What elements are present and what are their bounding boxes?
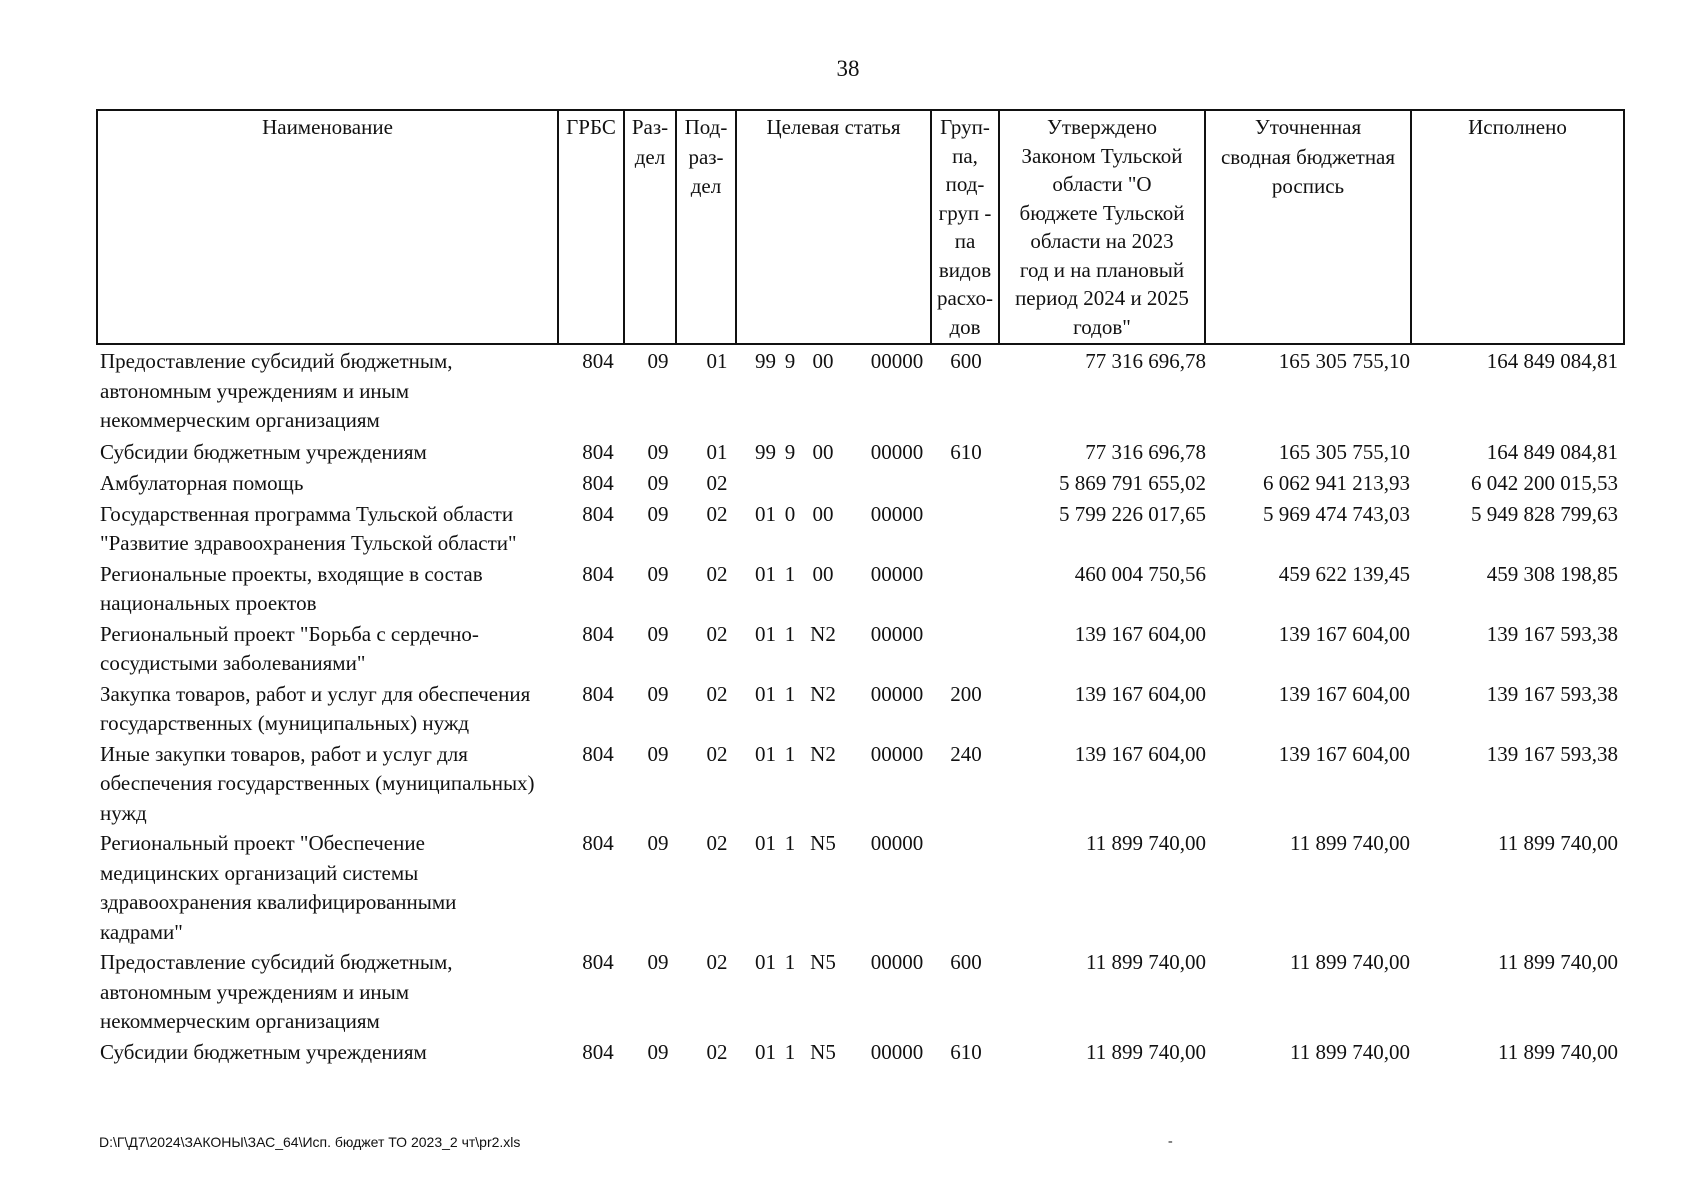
row-refined: 11 899 740,00 [1290, 1039, 1410, 1064]
row-expense-group: 610 [950, 1039, 982, 1064]
row-podrazdel: 02 [706, 1039, 728, 1064]
row-target-direction: 00000 [870, 741, 924, 766]
row-target-direction: 00000 [870, 950, 924, 974]
row-razdel: 09 [647, 831, 669, 855]
row-executed: 5 949 828 799,63 [1471, 501, 1618, 526]
row-podrazdel: 02 [706, 621, 728, 646]
row-target-direction: 00000 [870, 681, 924, 706]
row-target-direction: 00000 [870, 621, 924, 646]
row-refined: 139 167 604,00 [1278, 741, 1410, 766]
row-target-event: N5 [810, 1039, 836, 1064]
row-executed: 164 849 084,81 [1486, 349, 1618, 373]
table-row [96, 740, 1623, 829]
row-target-event: 00 [812, 561, 834, 586]
table-row [96, 469, 1623, 499]
row-razdel: 09 [647, 501, 669, 526]
row-approved: 77 316 696,78 [1085, 349, 1206, 373]
row-target-direction: 00000 [870, 831, 924, 855]
header-approved: Утверждено Законом Тульской области "О бюджете Тульской области на 2023 год и на плановый период 2024 и 2025 годов" [999, 110, 1205, 344]
row-target-program: 01 [755, 501, 776, 526]
row-executed: 459 308 198,85 [1486, 561, 1618, 586]
header-name: Наименование [97, 110, 558, 344]
row-target-direction: 00000 [870, 501, 924, 526]
row-expense-group: 200 [950, 681, 982, 706]
row-refined: 5 969 474 743,03 [1263, 501, 1410, 526]
row-target-subprogram: 1 [784, 1039, 796, 1064]
row-target-program: 01 [755, 561, 776, 586]
table-body [96, 347, 1623, 1067]
row-podrazdel: 01 [706, 439, 728, 464]
row-grbs: 804 [582, 439, 614, 464]
row-target-subprogram: 9 [784, 439, 796, 464]
row-approved: 5 799 226 017,65 [1059, 501, 1206, 526]
row-executed: 11 899 740,00 [1498, 831, 1618, 855]
row-target-program: 01 [755, 950, 776, 974]
row-name: Государственная программа Тульской области "Развитие здравоохранения Тульской области" [100, 501, 517, 555]
row-razdel: 09 [647, 561, 669, 586]
row-executed: 6 042 200 015,53 [1471, 471, 1618, 495]
row-target-subprogram: 0 [784, 501, 796, 526]
row-executed: 11 899 740,00 [1498, 950, 1618, 974]
row-target-program: 01 [755, 1039, 776, 1064]
row-target-event: N2 [810, 681, 836, 706]
row-target-event: 00 [812, 501, 834, 526]
row-refined: 139 167 604,00 [1278, 681, 1410, 706]
row-expense-group: 610 [950, 439, 982, 464]
header-podrazdel: Под- раз- дел [676, 110, 736, 344]
row-executed: 11 899 740,00 [1498, 1039, 1618, 1064]
row-podrazdel: 02 [706, 831, 728, 855]
header-razdel: Раз- дел [624, 110, 676, 344]
row-grbs: 804 [582, 831, 614, 855]
row-target-direction: 00000 [870, 561, 924, 586]
row-grbs: 804 [582, 561, 614, 586]
footer-mark: - [1168, 1134, 1173, 1149]
row-approved: 5 869 791 655,02 [1059, 471, 1206, 495]
row-razdel: 09 [647, 349, 669, 373]
header-target-article: Целевая статья [736, 110, 931, 344]
footer-file-path: D:\Г\Д7\2024\ЗАКОНЫ\ЗАС_64\Исп. бюджет ТО 2023_2 чт\pr2.xls [99, 1134, 521, 1150]
row-refined: 139 167 604,00 [1278, 621, 1410, 646]
row-name: Субсидии бюджетным учреждениям [100, 439, 427, 464]
row-expense-group: 240 [950, 741, 982, 766]
row-approved: 77 316 696,78 [1085, 439, 1206, 464]
row-target-program: 01 [755, 681, 776, 706]
row-podrazdel: 02 [706, 501, 728, 526]
row-target-direction: 00000 [870, 349, 924, 373]
row-target-program: 01 [755, 831, 776, 855]
row-razdel: 09 [647, 681, 669, 706]
header-expense-group: Груп- па, под- груп - па видов расхо- дов [931, 110, 999, 344]
row-approved: 460 004 750,56 [1074, 561, 1206, 586]
row-target-program: 01 [755, 741, 776, 766]
row-name: Предоставление субсидий бюджетным, автономным учреждениям и иным некоммерческим организациям [100, 349, 453, 432]
row-target-event: N2 [810, 741, 836, 766]
row-podrazdel: 02 [706, 561, 728, 586]
row-refined: 11 899 740,00 [1290, 831, 1410, 855]
row-target-event: 00 [812, 349, 834, 373]
row-name: Субсидии бюджетным учреждениям [100, 1039, 427, 1064]
row-target-event: 00 [812, 439, 834, 464]
row-refined: 165 305 755,10 [1278, 439, 1410, 464]
row-target-subprogram: 1 [784, 561, 796, 586]
row-approved: 11 899 740,00 [1086, 1039, 1206, 1064]
row-grbs: 804 [582, 741, 614, 766]
page-number: 38 [836, 56, 860, 81]
row-name: Предоставление субсидий бюджетным, автономным учреждениям и иным некоммерческим организациям [100, 950, 453, 1033]
row-razdel: 09 [647, 621, 669, 646]
row-grbs: 804 [582, 471, 614, 495]
row-approved: 139 167 604,00 [1074, 621, 1206, 646]
row-target-subprogram: 1 [784, 831, 796, 855]
table-row [96, 500, 1623, 559]
row-name: Закупка товаров, работ и услуг для обеспечения государственных (муниципальных) нужд [100, 681, 531, 735]
row-grbs: 804 [582, 950, 614, 974]
row-refined: 11 899 740,00 [1290, 950, 1410, 974]
row-grbs: 804 [582, 1039, 614, 1064]
row-approved: 11 899 740,00 [1086, 831, 1206, 855]
row-name: Региональный проект "Борьба с сердечно-сосудистыми заболеваниями" [100, 621, 479, 675]
row-razdel: 09 [647, 439, 669, 464]
row-target-direction: 00000 [870, 1039, 924, 1064]
row-grbs: 804 [582, 681, 614, 706]
row-target-program: 99 [755, 349, 776, 373]
row-refined: 6 062 941 213,93 [1263, 471, 1410, 495]
table-row [96, 560, 1623, 619]
row-approved: 139 167 604,00 [1074, 681, 1206, 706]
row-approved: 11 899 740,00 [1086, 950, 1206, 974]
row-razdel: 09 [647, 1039, 669, 1064]
table-row [96, 680, 1623, 739]
row-target-direction: 00000 [870, 439, 924, 464]
table-row [96, 347, 1623, 436]
row-target-subprogram: 1 [784, 950, 796, 974]
table-header [96, 109, 1625, 345]
row-target-event: N5 [810, 950, 836, 974]
row-razdel: 09 [647, 741, 669, 766]
table-row [96, 948, 1623, 1037]
row-target-event: N2 [810, 621, 836, 646]
row-executed: 139 167 593,38 [1486, 681, 1618, 706]
row-podrazdel: 02 [706, 471, 728, 495]
row-grbs: 804 [582, 501, 614, 526]
header-executed: Исполнено [1411, 110, 1624, 344]
row-grbs: 804 [582, 349, 614, 373]
row-refined: 459 622 139,45 [1278, 561, 1410, 586]
row-executed: 139 167 593,38 [1486, 741, 1618, 766]
table-row [96, 438, 1623, 468]
row-name: Региональный проект "Обеспечение медицинских организаций системы здравоохранения квалифицированными кадрами" [100, 831, 457, 944]
row-executed: 139 167 593,38 [1486, 621, 1618, 646]
row-target-subprogram: 1 [784, 621, 796, 646]
row-name: Амбулаторная помощь [100, 471, 304, 495]
row-target-program: 01 [755, 621, 776, 646]
row-approved: 139 167 604,00 [1074, 741, 1206, 766]
row-podrazdel: 02 [706, 741, 728, 766]
row-expense-group: 600 [950, 950, 982, 974]
table-row [96, 1038, 1623, 1068]
row-name: Региональные проекты, входящие в состав национальных проектов [100, 561, 483, 615]
header-refined: Уточненная сводная бюджетная роспись [1205, 110, 1411, 344]
row-target-event: N5 [810, 831, 836, 855]
row-target-subprogram: 9 [784, 349, 796, 373]
row-razdel: 09 [647, 471, 669, 495]
table-row [96, 620, 1623, 679]
row-grbs: 804 [582, 621, 614, 646]
row-expense-group: 600 [950, 349, 982, 373]
row-target-subprogram: 1 [784, 741, 796, 766]
row-podrazdel: 02 [706, 681, 728, 706]
row-podrazdel: 01 [706, 349, 728, 373]
row-executed: 164 849 084,81 [1486, 439, 1618, 464]
row-name: Иные закупки товаров, работ и услуг для обеспечения государственных (муниципальных) нужд [100, 741, 535, 825]
row-razdel: 09 [647, 950, 669, 974]
row-podrazdel: 02 [706, 950, 728, 974]
row-target-subprogram: 1 [784, 681, 796, 706]
header-grbs: ГРБС [558, 110, 624, 344]
table-row [96, 829, 1623, 947]
row-target-program: 99 [755, 439, 776, 464]
row-refined: 165 305 755,10 [1278, 349, 1410, 373]
